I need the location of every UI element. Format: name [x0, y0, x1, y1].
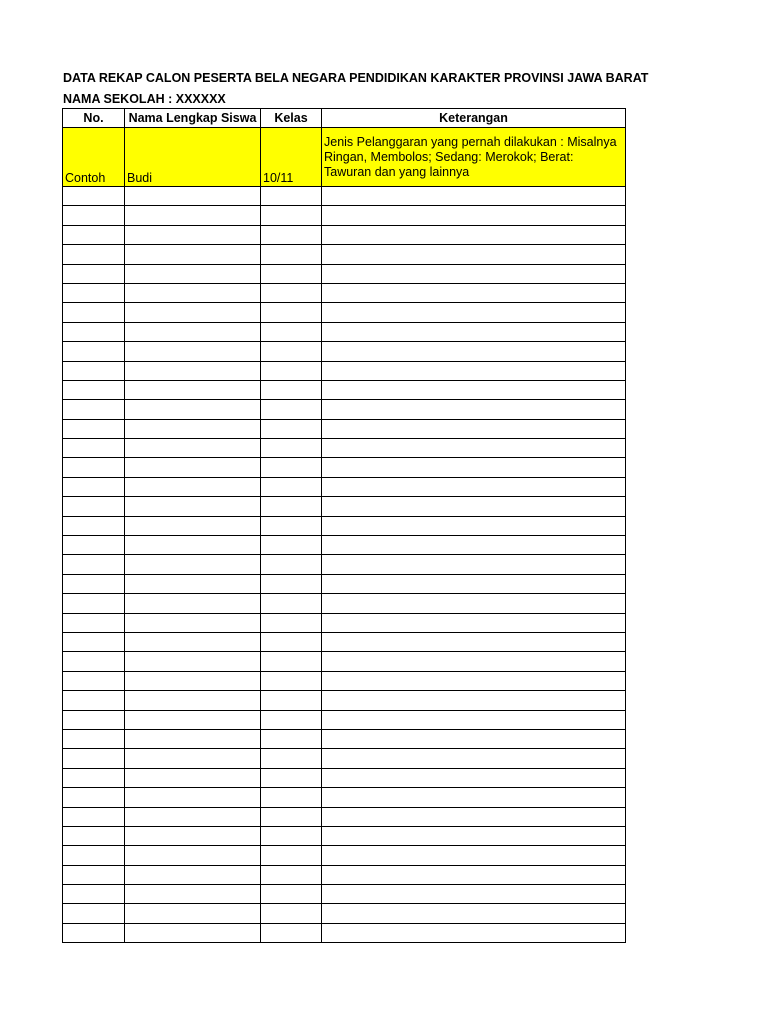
document-title: DATA REKAP CALON PESERTA BELA NEGARA PENDIDIKAN KARAKTER PROVINSI JAWA BARAT: [63, 71, 649, 85]
no-cell[interactable]: [63, 400, 125, 419]
no-cell[interactable]: [63, 439, 125, 458]
table-row: [63, 904, 626, 923]
no-cell[interactable]: [63, 749, 125, 768]
kelas-cell[interactable]: [261, 826, 322, 845]
keterangan-cell[interactable]: [322, 788, 626, 807]
table-row: [63, 206, 626, 225]
keterangan-cell[interactable]: [322, 749, 626, 768]
name-cell[interactable]: [125, 439, 261, 458]
keterangan-cell[interactable]: [322, 652, 626, 671]
keterangan-cell[interactable]: [322, 536, 626, 555]
no-cell[interactable]: [63, 729, 125, 748]
no-cell[interactable]: [63, 380, 125, 399]
no-cell[interactable]: [63, 788, 125, 807]
name-cell[interactable]: [125, 691, 261, 710]
no-cell[interactable]: [63, 361, 125, 380]
table-row: [63, 788, 626, 807]
no-cell[interactable]: [63, 652, 125, 671]
example-name-cell[interactable]: Budi: [125, 128, 261, 187]
kelas-cell[interactable]: [261, 594, 322, 613]
name-cell[interactable]: [125, 477, 261, 496]
keterangan-cell[interactable]: [322, 419, 626, 438]
kelas-cell[interactable]: [261, 632, 322, 651]
name-cell[interactable]: [125, 788, 261, 807]
name-cell[interactable]: [125, 885, 261, 904]
no-cell[interactable]: [63, 846, 125, 865]
name-cell[interactable]: [125, 361, 261, 380]
recap-table: [62, 108, 626, 943]
keterangan-cell[interactable]: [322, 225, 626, 244]
keterangan-cell[interactable]: [322, 826, 626, 845]
kelas-cell[interactable]: [261, 555, 322, 574]
keterangan-cell[interactable]: [322, 322, 626, 341]
table-row: [63, 574, 626, 593]
header-no: No.: [63, 109, 125, 128]
kelas-cell[interactable]: [261, 206, 322, 225]
kelas-cell[interactable]: [261, 497, 322, 516]
no-cell[interactable]: [63, 342, 125, 361]
name-cell[interactable]: [125, 632, 261, 651]
name-cell[interactable]: [125, 283, 261, 302]
keterangan-cell[interactable]: [322, 245, 626, 264]
table-row: [63, 322, 626, 341]
keterangan-cell[interactable]: [322, 885, 626, 904]
keterangan-cell[interactable]: [322, 768, 626, 787]
name-cell[interactable]: [125, 303, 261, 322]
no-cell[interactable]: [63, 865, 125, 884]
name-cell[interactable]: [125, 652, 261, 671]
no-cell[interactable]: [63, 671, 125, 690]
table-row: [63, 380, 626, 399]
name-cell[interactable]: [125, 458, 261, 477]
kelas-cell[interactable]: [261, 749, 322, 768]
no-cell[interactable]: [63, 807, 125, 826]
table-row: [63, 458, 626, 477]
name-cell[interactable]: [125, 807, 261, 826]
keterangan-cell[interactable]: [322, 691, 626, 710]
kelas-cell[interactable]: [261, 322, 322, 341]
name-cell[interactable]: [125, 342, 261, 361]
table-row: [63, 846, 626, 865]
kelas-cell[interactable]: [261, 400, 322, 419]
name-cell[interactable]: [125, 729, 261, 748]
table-row: [63, 245, 626, 264]
table-row: [63, 594, 626, 613]
keterangan-cell[interactable]: [322, 342, 626, 361]
no-cell[interactable]: [63, 691, 125, 710]
kelas-cell[interactable]: [261, 342, 322, 361]
keterangan-cell[interactable]: [322, 846, 626, 865]
kelas-cell[interactable]: [261, 225, 322, 244]
kelas-cell[interactable]: [261, 710, 322, 729]
kelas-cell[interactable]: [261, 788, 322, 807]
no-cell[interactable]: [63, 555, 125, 574]
no-cell[interactable]: [63, 516, 125, 535]
keterangan-cell[interactable]: [322, 923, 626, 942]
no-cell[interactable]: [63, 536, 125, 555]
kelas-cell[interactable]: [261, 458, 322, 477]
keterangan-cell[interactable]: [322, 283, 626, 302]
example-row: [63, 128, 626, 187]
name-cell[interactable]: [125, 555, 261, 574]
table-row: [63, 264, 626, 283]
no-cell[interactable]: [63, 225, 125, 244]
table-header-row: [63, 109, 626, 128]
kelas-cell[interactable]: [261, 187, 322, 206]
keterangan-cell[interactable]: [322, 904, 626, 923]
kelas-cell[interactable]: [261, 613, 322, 632]
no-cell[interactable]: [63, 303, 125, 322]
name-cell[interactable]: [125, 594, 261, 613]
keterangan-cell[interactable]: [322, 555, 626, 574]
header-kelas: Kelas: [261, 109, 322, 128]
name-cell[interactable]: [125, 516, 261, 535]
name-cell[interactable]: [125, 923, 261, 942]
kelas-cell[interactable]: [261, 516, 322, 535]
example-keterangan-cell[interactable]: Jenis Pelanggaran yang pernah dilakukan : Misalnya Ringan, Membolos; Sedang: Merokok; Berat: Tawuran dan yang lainnya: [322, 128, 626, 187]
kelas-cell[interactable]: [261, 380, 322, 399]
name-cell[interactable]: [125, 206, 261, 225]
table-row: [63, 865, 626, 884]
table-row: [63, 283, 626, 302]
header-nama-lengkap-siswa: Nama Lengkap Siswa: [125, 109, 261, 128]
example-no-cell[interactable]: Contoh: [63, 128, 125, 187]
name-cell[interactable]: [125, 710, 261, 729]
table-row: [63, 652, 626, 671]
no-cell[interactable]: [63, 477, 125, 496]
example-kelas-cell[interactable]: 10/11: [261, 128, 322, 187]
keterangan-cell[interactable]: [322, 439, 626, 458]
name-cell[interactable]: [125, 225, 261, 244]
name-cell[interactable]: [125, 846, 261, 865]
no-cell[interactable]: [63, 283, 125, 302]
no-cell[interactable]: [63, 574, 125, 593]
no-cell[interactable]: [63, 264, 125, 283]
table-row: [63, 807, 626, 826]
school-name-line: NAMA SEKOLAH : XXXXXX: [63, 92, 226, 106]
keterangan-cell[interactable]: [322, 187, 626, 206]
kelas-cell[interactable]: [261, 439, 322, 458]
table-row: [63, 516, 626, 535]
no-cell[interactable]: [63, 904, 125, 923]
name-cell[interactable]: [125, 497, 261, 516]
kelas-cell[interactable]: [261, 477, 322, 496]
keterangan-cell[interactable]: [322, 729, 626, 748]
no-cell[interactable]: [63, 594, 125, 613]
name-cell[interactable]: [125, 380, 261, 399]
keterangan-cell[interactable]: [322, 380, 626, 399]
keterangan-cell[interactable]: [322, 807, 626, 826]
keterangan-cell[interactable]: [322, 497, 626, 516]
name-cell[interactable]: [125, 865, 261, 884]
kelas-cell[interactable]: [261, 865, 322, 884]
keterangan-cell[interactable]: [322, 264, 626, 283]
keterangan-cell[interactable]: [322, 477, 626, 496]
kelas-cell[interactable]: [261, 729, 322, 748]
no-cell[interactable]: [63, 923, 125, 942]
name-cell[interactable]: [125, 904, 261, 923]
table-row: [63, 749, 626, 768]
kelas-cell[interactable]: [261, 245, 322, 264]
kelas-cell[interactable]: [261, 691, 322, 710]
kelas-cell[interactable]: [261, 303, 322, 322]
no-cell[interactable]: [63, 419, 125, 438]
header-keterangan: Keterangan: [322, 109, 626, 128]
kelas-cell[interactable]: [261, 574, 322, 593]
kelas-cell[interactable]: [261, 361, 322, 380]
table-row: [63, 187, 626, 206]
table-row: [63, 497, 626, 516]
name-cell[interactable]: [125, 400, 261, 419]
keterangan-cell[interactable]: [322, 710, 626, 729]
name-cell[interactable]: [125, 749, 261, 768]
keterangan-cell[interactable]: [322, 594, 626, 613]
keterangan-cell[interactable]: [322, 613, 626, 632]
no-cell[interactable]: [63, 458, 125, 477]
kelas-cell[interactable]: [261, 923, 322, 942]
name-cell[interactable]: [125, 671, 261, 690]
table-row: [63, 225, 626, 244]
kelas-cell[interactable]: [261, 671, 322, 690]
table-row: [63, 768, 626, 787]
keterangan-cell[interactable]: [322, 865, 626, 884]
name-cell[interactable]: [125, 768, 261, 787]
table-row: [63, 342, 626, 361]
no-cell[interactable]: [63, 206, 125, 225]
kelas-cell[interactable]: [261, 264, 322, 283]
no-cell[interactable]: [63, 710, 125, 729]
no-cell[interactable]: [63, 497, 125, 516]
table-row: [63, 729, 626, 748]
no-cell[interactable]: [63, 245, 125, 264]
kelas-cell[interactable]: [261, 419, 322, 438]
name-cell[interactable]: [125, 574, 261, 593]
kelas-cell[interactable]: [261, 885, 322, 904]
keterangan-cell[interactable]: [322, 671, 626, 690]
keterangan-cell[interactable]: [322, 632, 626, 651]
table-row: [63, 555, 626, 574]
no-cell[interactable]: [63, 826, 125, 845]
no-cell[interactable]: [63, 322, 125, 341]
table-row: [63, 826, 626, 845]
kelas-cell[interactable]: [261, 904, 322, 923]
table-row: [63, 632, 626, 651]
table-row: [63, 419, 626, 438]
keterangan-cell[interactable]: [322, 303, 626, 322]
name-cell[interactable]: [125, 264, 261, 283]
kelas-cell[interactable]: [261, 768, 322, 787]
kelas-cell[interactable]: [261, 652, 322, 671]
table-row: [63, 671, 626, 690]
name-cell[interactable]: [125, 826, 261, 845]
keterangan-cell[interactable]: [322, 400, 626, 419]
keterangan-cell[interactable]: [322, 458, 626, 477]
table-row: [63, 400, 626, 419]
name-cell[interactable]: [125, 536, 261, 555]
name-cell[interactable]: [125, 419, 261, 438]
kelas-cell[interactable]: [261, 283, 322, 302]
keterangan-cell[interactable]: [322, 516, 626, 535]
name-cell[interactable]: [125, 187, 261, 206]
keterangan-cell[interactable]: [322, 206, 626, 225]
name-cell[interactable]: [125, 322, 261, 341]
table-row: [63, 885, 626, 904]
table-row: [63, 710, 626, 729]
no-cell[interactable]: [63, 632, 125, 651]
no-cell[interactable]: [63, 613, 125, 632]
no-cell[interactable]: [63, 885, 125, 904]
keterangan-cell[interactable]: [322, 574, 626, 593]
table-row: [63, 613, 626, 632]
keterangan-cell[interactable]: [322, 361, 626, 380]
table-row: [63, 361, 626, 380]
kelas-cell[interactable]: [261, 846, 322, 865]
kelas-cell[interactable]: [261, 807, 322, 826]
table-row: [63, 303, 626, 322]
table-row: [63, 536, 626, 555]
name-cell[interactable]: [125, 613, 261, 632]
no-cell[interactable]: [63, 187, 125, 206]
no-cell[interactable]: [63, 768, 125, 787]
name-cell[interactable]: [125, 245, 261, 264]
table-row: [63, 439, 626, 458]
kelas-cell[interactable]: [261, 536, 322, 555]
table-row: [63, 477, 626, 496]
table-row: [63, 691, 626, 710]
table-row: [63, 923, 626, 942]
